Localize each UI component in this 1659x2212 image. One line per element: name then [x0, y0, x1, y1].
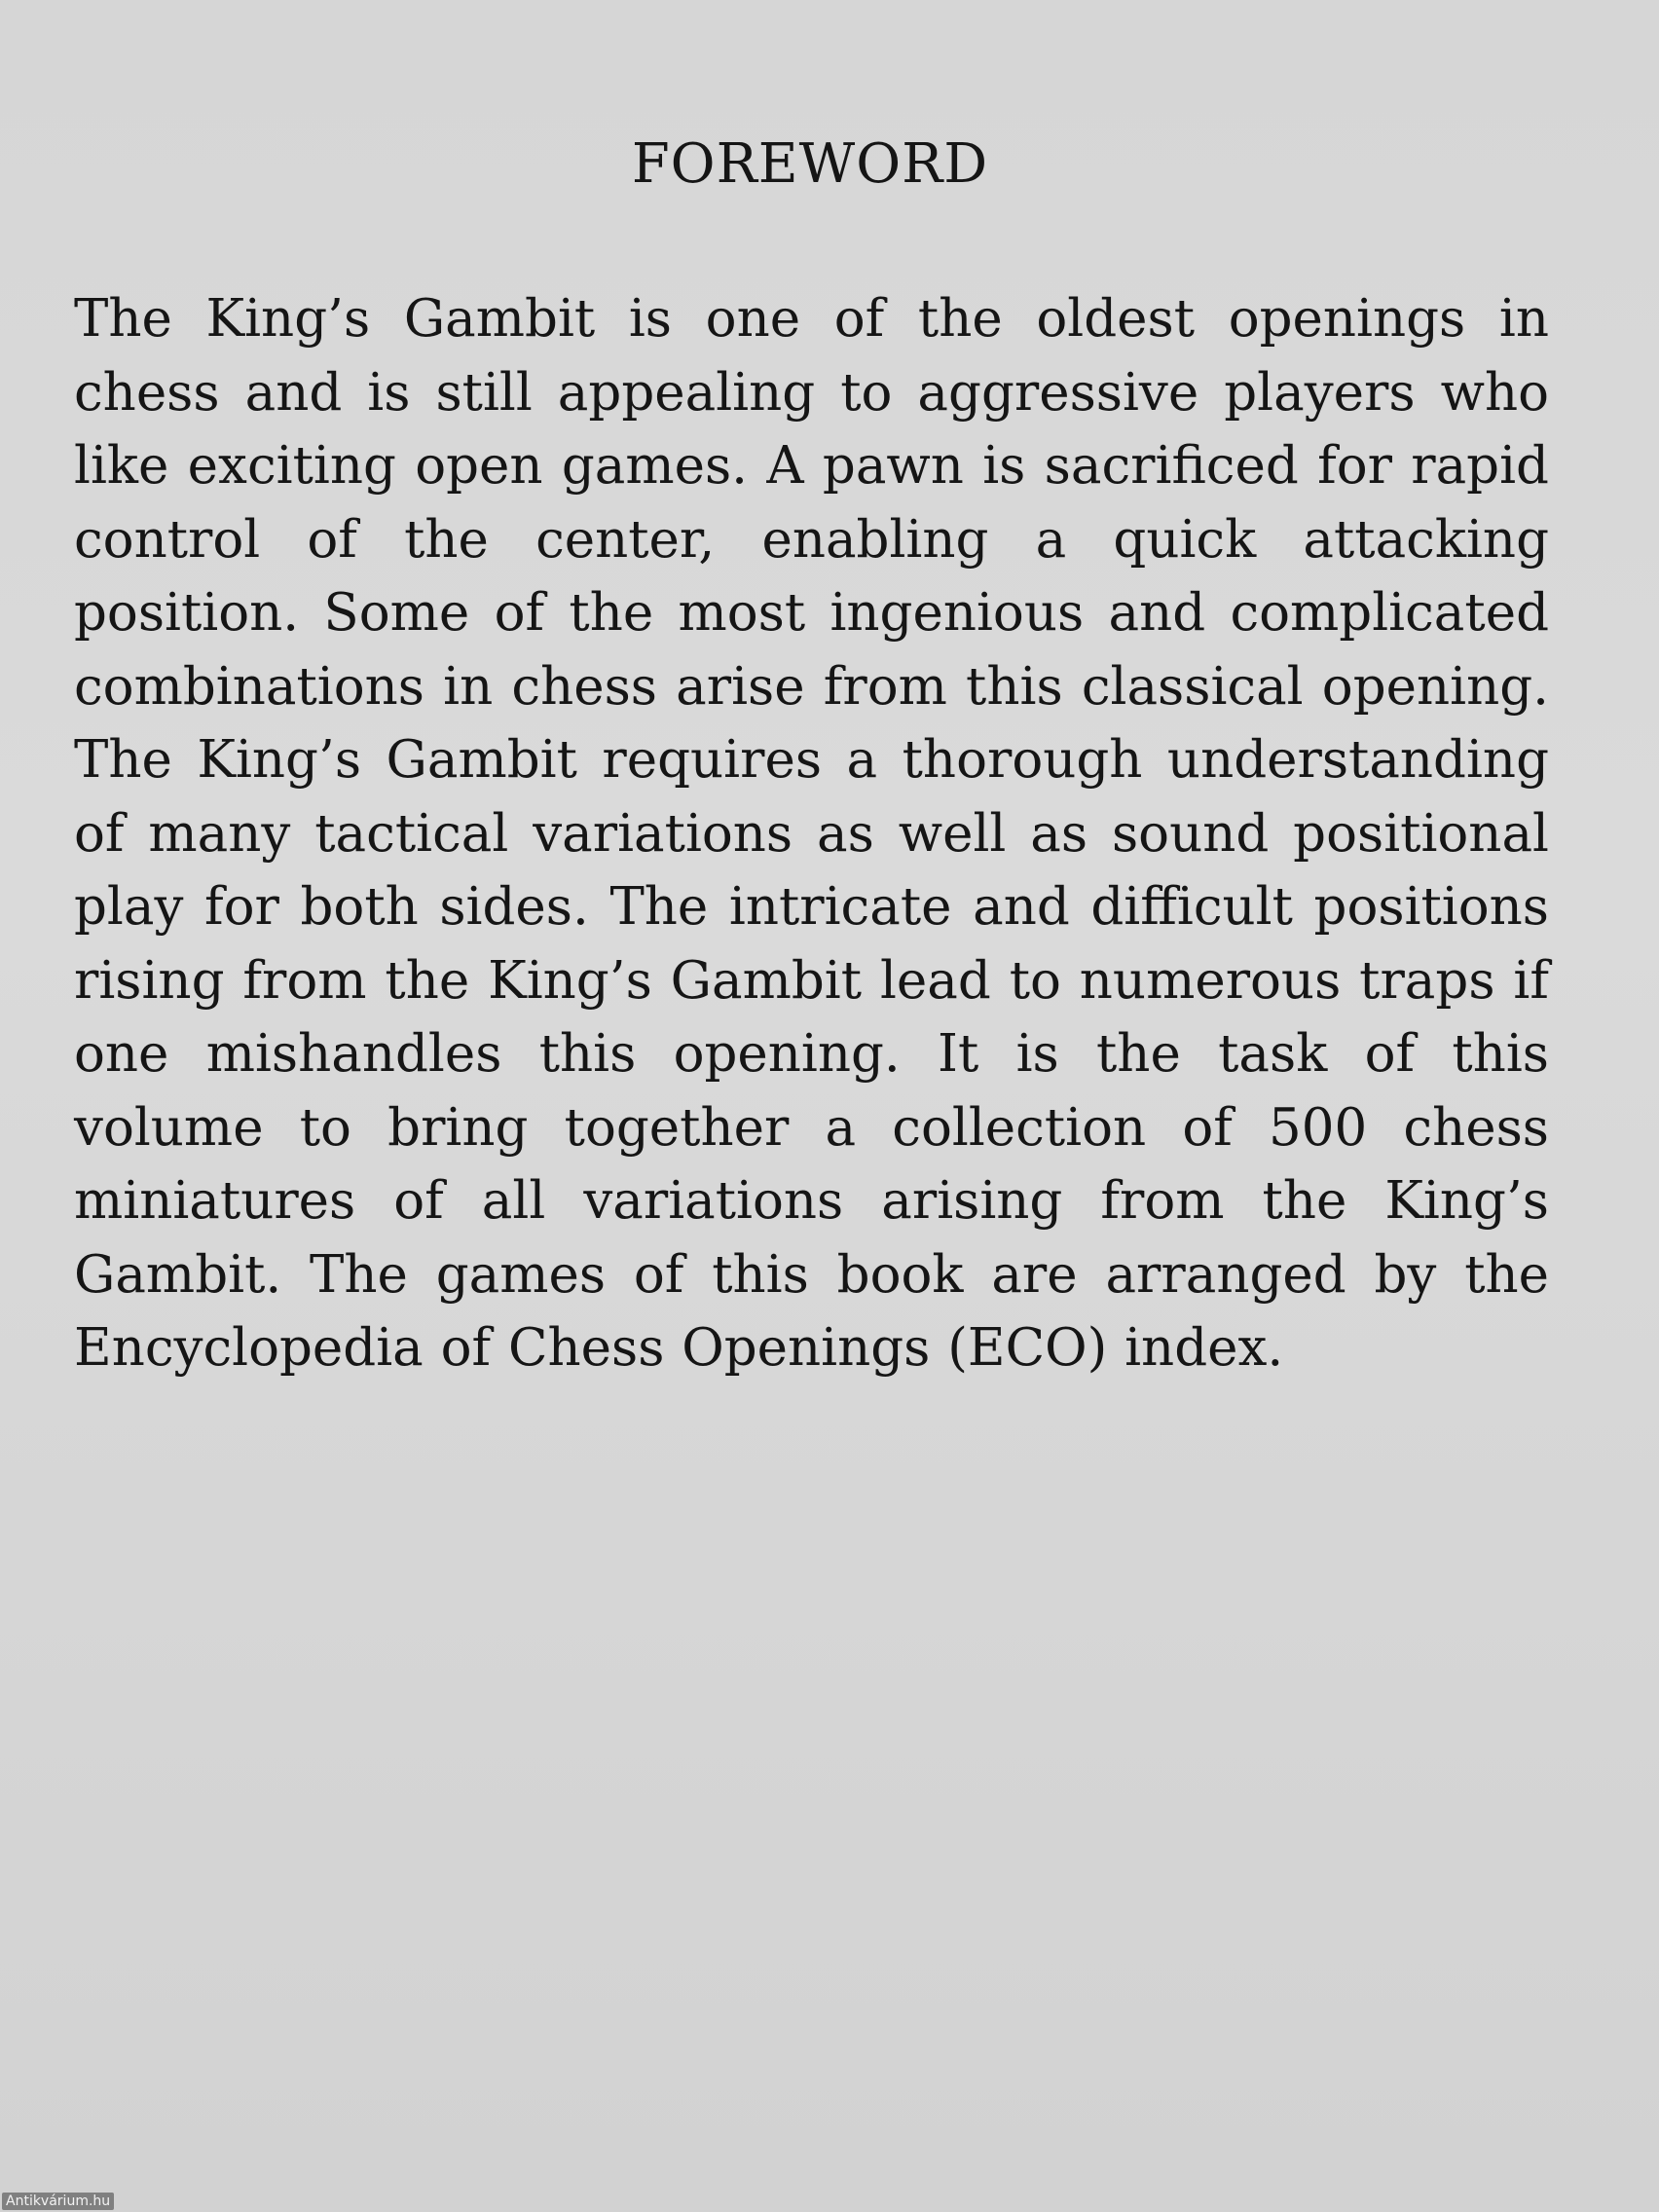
page-title: FOREWORD [631, 132, 989, 196]
watermark-label: Antikvárium.hu [2, 2193, 114, 2210]
foreword-paragraph: The King’s Gambit is one of the oldest openings in chess and is still appealing to aggressive players who like exciting open games. A pawn is sacrificed for rapid control of the center, enabling a quick attacking position. Some of the most ingenious and complicated combinations in chess arise from this classical opening. The King’s Gambit requires a thorough understanding of many tactical variations as well as sound positional play for both sides. The intricate and difficult positions rising from the King’s Gambit lead to numerous traps if one mishandles this opening. It is the task of this volume to bring together a collection of 500 chess miniatures of all variations arising from the King’s Gambit. The games of this book are arranged by the Encyclopedia of Chess Openings (ECO) index. [74, 289, 1549, 1378]
